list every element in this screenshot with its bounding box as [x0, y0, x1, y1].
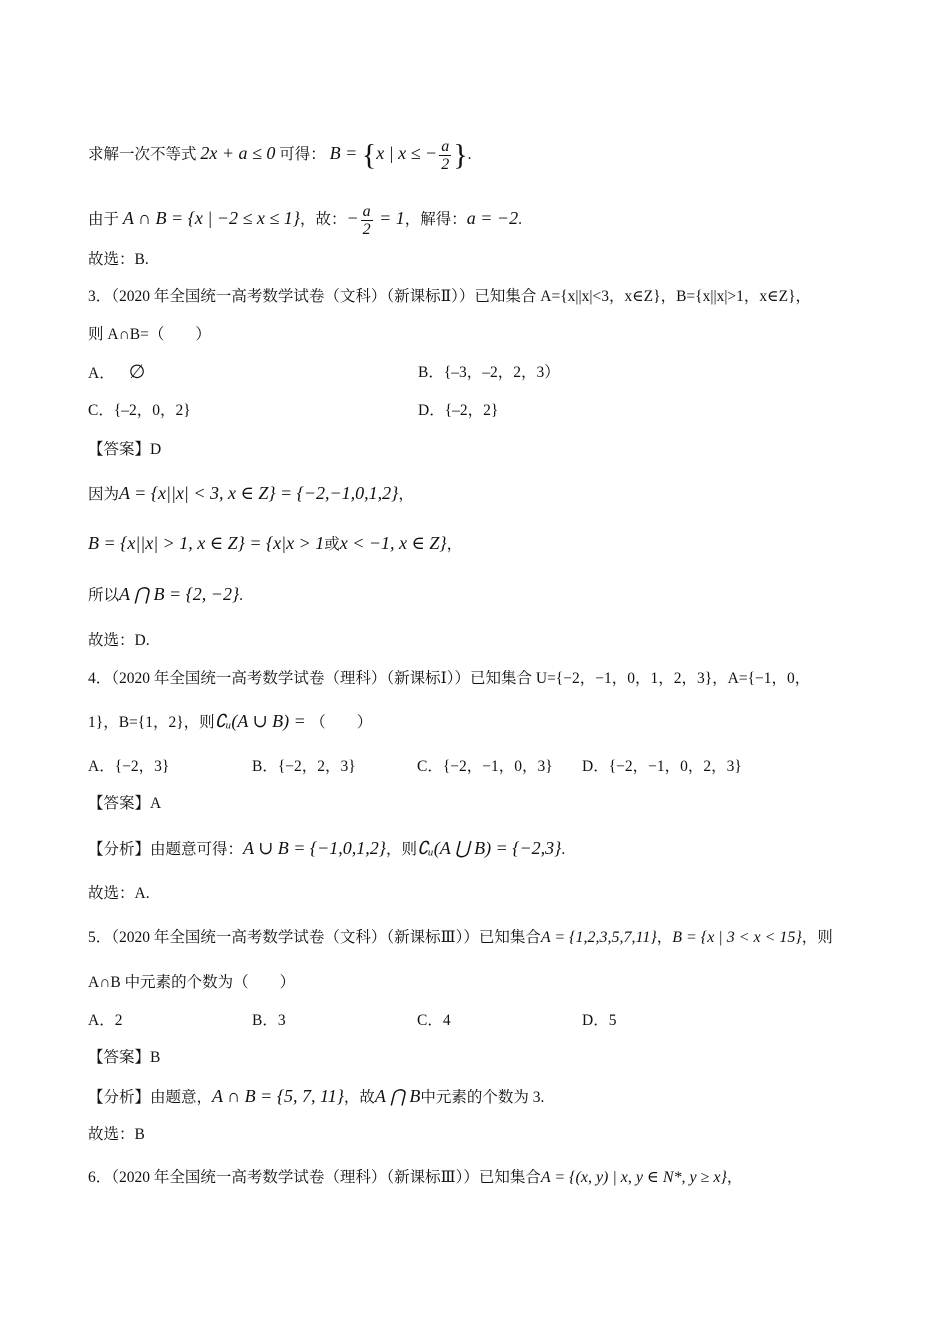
option-b: B．3: [252, 1012, 286, 1029]
question-4-stem-cont: 1}，B={1，2}，则∁ᵤ(A ∪ B) = （ ）: [88, 711, 373, 731]
solution-line: 所以A ⋂ B = {2, −2}.: [88, 584, 244, 604]
solution-line-intersection: [88, 203, 522, 238]
question-3-stem: 3．（2020 年全国统一高考数学试卷（文科）（新课标Ⅱ））已知集合 A={x||x|<3，x∈Z}，B={x||x|>1，x∈Z}，: [88, 288, 812, 305]
answer-label: 【答案】D: [88, 441, 162, 458]
option-b: B．{–3，–2，2，3）: [418, 364, 560, 381]
question-3-stem-cont: 则 A∩B=（ ）: [88, 326, 211, 343]
option-d: D．5: [582, 1012, 617, 1029]
question-6-stem: 6．（2020 年全国统一高考数学试卷（理科）（新课标Ⅲ））已知集合A = {(x, y) | x, y ∈ N*, y ≥ x}，: [88, 1169, 743, 1186]
choice-line: 故选：B: [88, 1126, 145, 1143]
math-expr: = 1: [374, 208, 405, 229]
question-4-stem: 4．（2020 年全国统一高考数学试卷（理科）（新课标Ⅰ））已知集合 U={−2，−1，0，1，2，3}，A={−1，0，: [88, 670, 811, 687]
option-c: C．4: [417, 1012, 451, 1029]
option-d: D．{–2，2}: [418, 402, 499, 419]
choice-line: 故选：B.: [88, 251, 149, 268]
choice-line: 故选：D.: [88, 632, 150, 649]
fraction: $\frac{a}{2}$: [441, 138, 450, 173]
option-a: A．2: [88, 1012, 123, 1029]
analysis-line: 【分析】由题意，A ∩ B = {5, 7, 11}，故A ⋂ B中元素的个数为 3.: [88, 1086, 545, 1106]
fraction: $\frac{a}{2}$: [362, 203, 371, 238]
answer-label: 【答案】B: [88, 1049, 161, 1066]
solution-line-inequality: 求解一次不等式 2x + a ≤ 0 可得： B = {x | x ≤ − $\frac{a}{2}$ }.: [88, 138, 472, 173]
text: 求解一次不等式: [88, 146, 197, 164]
choice-line: 故选：A.: [88, 885, 150, 902]
math-expr: 2x + a ≤ 0: [200, 143, 276, 164]
text: 由于: [88, 211, 120, 229]
option-a: A．{−2，3}: [88, 758, 170, 775]
option-b: B．{−2，2，3}: [252, 758, 356, 775]
math-expr: x | x ≤ −: [376, 143, 438, 164]
math-expr: −: [346, 208, 359, 229]
text: 可得：: [279, 146, 326, 164]
solution-line: B = {x||x| > 1, x ∈ Z} = {x|x > 1或x < −1, x ∈ Z}，: [88, 533, 463, 553]
question-5-stem-cont: A∩B 中元素的个数为（ ）: [88, 974, 296, 991]
text: .: [467, 146, 472, 164]
answer-label: 【答案】A: [88, 795, 162, 812]
question-5-stem: 5．（2020 年全国统一高考数学试卷（文科）（新课标Ⅲ））已知集合A = {1,2,3,5,7,11}，B = {x | 3 < x < 15}，则: [88, 929, 833, 946]
analysis-line: 【分析】由题意可得：A ∪ B = {−1,0,1,2}，则∁ᵤ(A ⋃ B) = {−2,3}.: [88, 838, 566, 858]
option-d: D．{−2，−1，0，2，3}: [582, 758, 742, 775]
math-expr: A ∩ B = {x | −2 ≤ x ≤ 1}: [122, 208, 300, 229]
solution-line: 因为A = {x||x| < 3, x ∈ Z} = {−2,−1,0,1,2}，: [88, 483, 414, 503]
math-expr: a = −2: [466, 208, 519, 229]
text: .: [518, 211, 522, 229]
option-a: A． ∅: [88, 362, 146, 383]
math-expr: B =: [329, 143, 362, 164]
option-c: C．{−2，−1，0，3}: [417, 758, 553, 775]
text: ，解得：: [404, 211, 467, 229]
option-c: C．{–2，0，2}: [88, 402, 191, 419]
text: ，故：: [299, 211, 347, 229]
